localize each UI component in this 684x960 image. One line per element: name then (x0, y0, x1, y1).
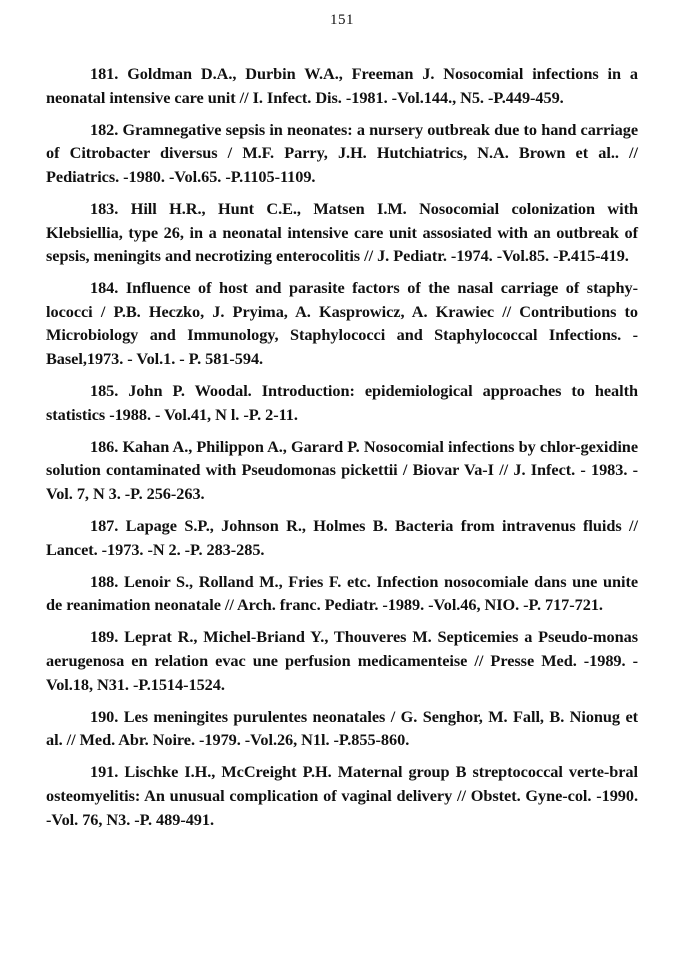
reference-item: 184. Influence of host and parasite factors of the nasal carriage of staphy-lococci / P.B. Heczko, J. Pryima, A. Kasprowicz, A. Krawiec // Contributions to Microbiology and Immunology, Staphylococci and Staphylococcal Infections. -Basel,1973. - Vol.1. - P. 581-594. (46, 278, 638, 369)
reference-item: 181. Goldman D.A., Durbin W.A., Freeman J. Nosocomial infections in a neonatal intensive care unit // I. Infect. Dis. -1981. -Vol.144., N5. -P.449-459. (46, 64, 638, 107)
reference-item: 187. Lapage S.P., Johnson R., Holmes B. Bacteria from intravenus fluids // Lancet. -1973. -N 2. -P. 283-285. (46, 516, 638, 559)
reference-item: 183. Hill H.R., Hunt C.E., Matsen I.M. Nosocomial colonization with Klebsiellia, type 26, in a neonatal intensive care unit assosiated with an outbreak of sepsis, meningits and necrotizing enterocolitis // J. Pediatr. -1974. -Vol.85. -P.415-419. (46, 198, 638, 266)
reference-item: 190. Les meningites purulentes neonatales / G. Senghor, M. Fall, B. Nionug et al. // Med. Abr. Noire. -1979. -Vol.26, N1l. -P.855-860. (46, 706, 638, 750)
reference-item: 186. Kahan A., Philippon A., Garard P. Nosocomial infections by chlor-gexidine solution contaminated with Pseudomonas pickettii / Biovar Va-I // J. Infect. - 1983. - Vol. 7, N 3. -P. 256-263. (46, 436, 638, 503)
page-number: 151 (330, 12, 354, 28)
reference-list (46, 62, 638, 840)
reference-item: 185. John P. Woodal. Introduction: epidemiological approaches to health statistics -1988. - Vol.41, N l. -P. 2-11. (46, 381, 638, 424)
reference-item: 191. Lischke I.H., McCreight P.H. Maternal group B streptococcal verte-bral osteomyelitis: An unusual complication of vaginal delivery // Obstet. Gyne-col. -1990. -Vol. 76, N3. -P. 489-491. (46, 762, 638, 829)
reference-item: 189. Leprat R., Michel-Briand Y., Thouveres M. Septicemies a Pseudo-monas aerugenosa en relation evac une perfusion medicamenteise // Presse Med. -1989. -Vol.18, N31. -P.1514-1524. (46, 627, 638, 694)
reference-item: 182. Gramnegative sepsis in neonates: a nursery outbreak due to hand carriage of Citrobacter diversus / M.F. Parry, J.H. Hutchiatrics, N.A. Brown et al.. // Pediatrics. -1980. -Vol.65. -P.1105-1109. (46, 119, 638, 186)
reference-item: 188. Lenoir S., Rolland M., Fries F. etc. Infection nosocomiale dans une unite de reanimation neonatale // Arch. franc. Pediatr. -1989. -Vol.46, NIO. -P. 717-721. (46, 571, 638, 615)
